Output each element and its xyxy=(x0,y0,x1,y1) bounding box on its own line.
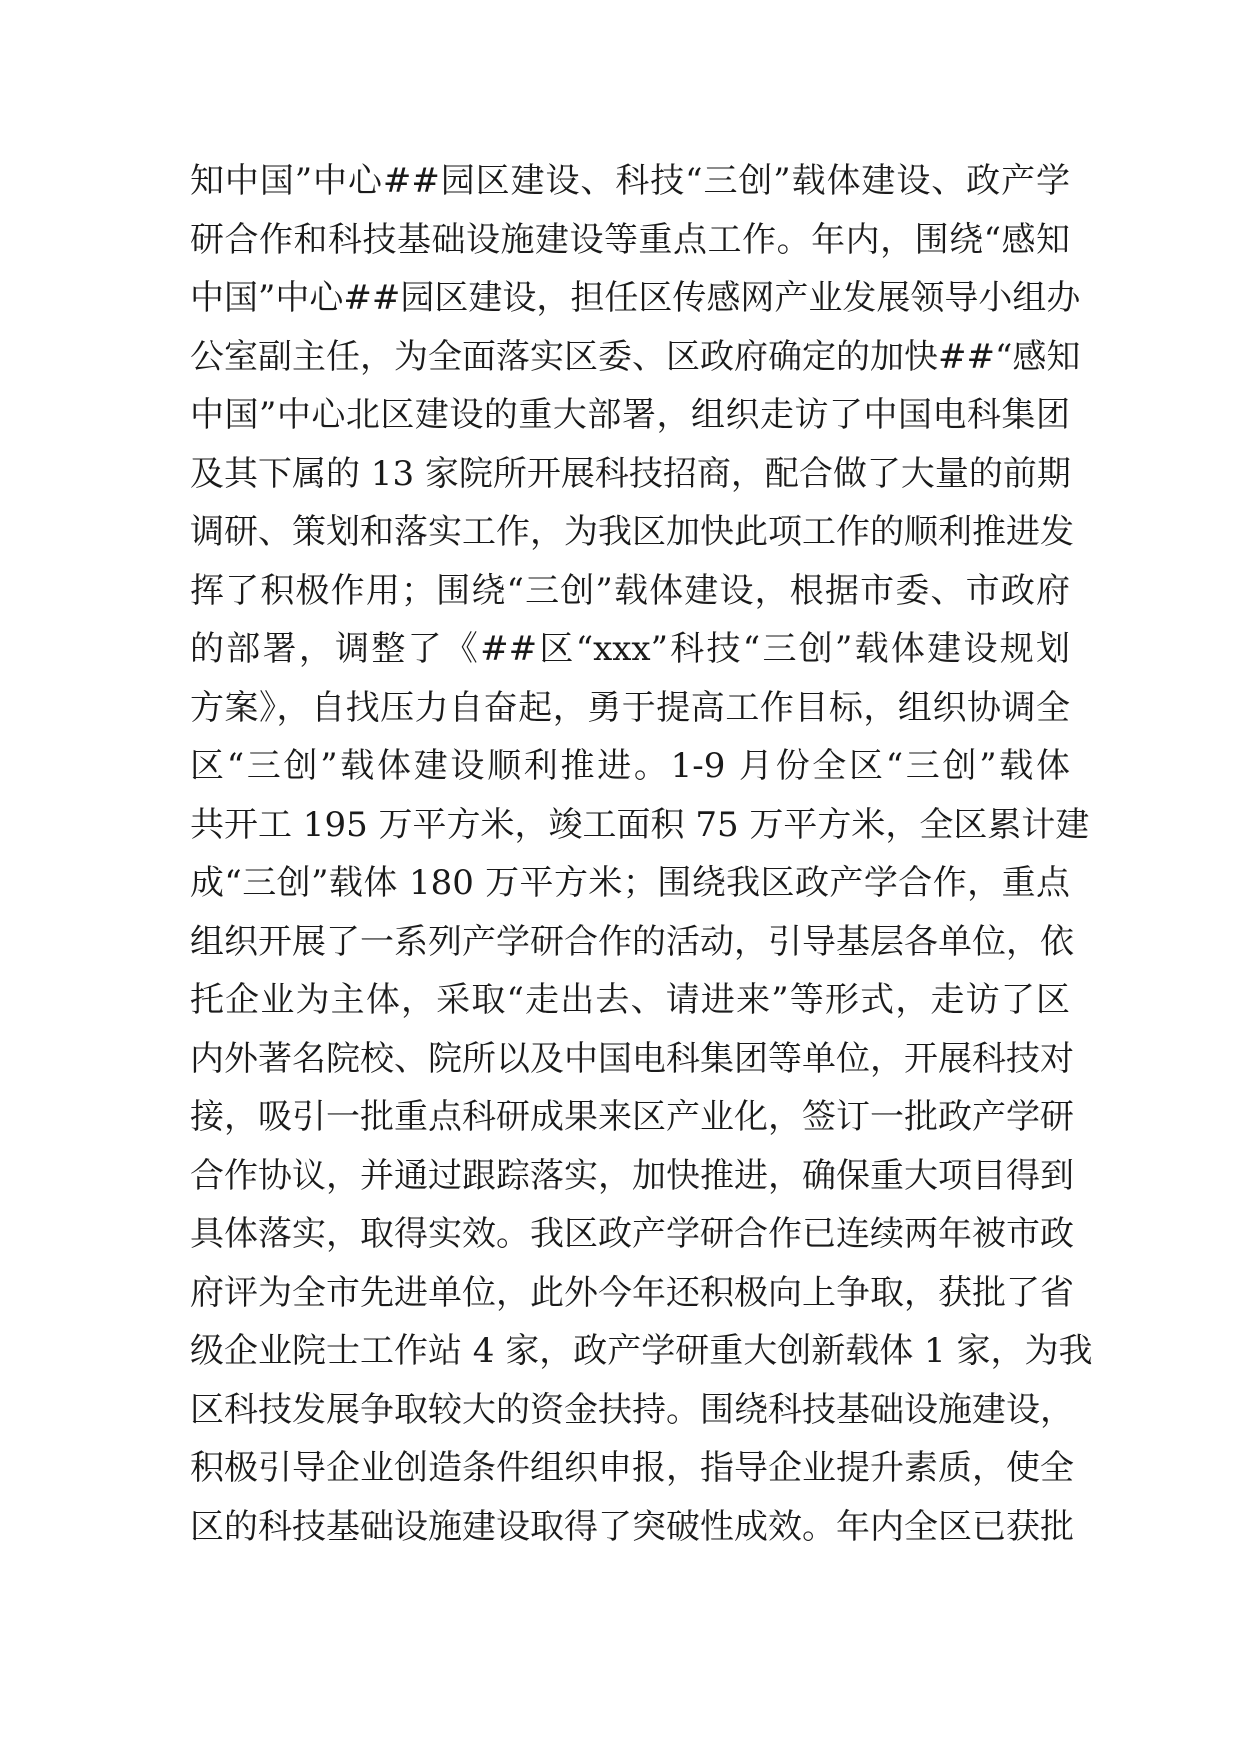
text-line: 方案》，自找压力自奋起，勇于提高工作目标，组织协调全 xyxy=(190,687,1070,728)
text-line: 具体落实，取得实效。我区政产学研合作已连续两年被市政 xyxy=(190,1214,1074,1254)
text-line: 的部署，调整了《##区“xxx”科技“三创”载体建设规划 xyxy=(190,629,1070,669)
text-line: 内外著名院校、院所以及中国电科集团等单位，开展科技对 xyxy=(190,1038,1074,1079)
text-line: 知中国”中心##园区建设、科技“三创”载体建设、政产学 xyxy=(190,161,1070,201)
text-line: 区的科技基础设施建设取得了突破性成效。年内全区已获批 xyxy=(190,1506,1074,1547)
text-line: 接，吸引一批重点科研成果来区产业化，签订一批政产学研 xyxy=(190,1097,1074,1137)
text-line: 区科技发展争取较大的资金扶持。围绕科技基础设施建设， xyxy=(190,1389,1074,1430)
text-line: 中国”中心北区建设的重大部署，组织走访了中国电科集团 xyxy=(190,395,1070,435)
text-line: 研合作和科技基础设施建设等重点工作。年内，围绕“感知 xyxy=(190,219,1070,260)
text-line: 级企业院士工作站 4 家，政产学研重大创新载体 1 家，为我 xyxy=(190,1331,1093,1371)
text-line: 积极引导企业创造条件组织申报，指导企业提升素质，使全 xyxy=(190,1448,1074,1488)
text-line: 合作协议，并通过跟踪落实，加快推进，确保重大项目得到 xyxy=(190,1155,1074,1196)
text-line: 成“三创”载体 180 万平方米；围绕我区政产学合作，重点 xyxy=(190,863,1070,903)
text-line: 挥了积极作用；围绕“三创”载体建设，根据市委、市政府 xyxy=(190,570,1070,611)
text-line: 府评为全市先进单位，此外今年还积极向上争取，获批了省 xyxy=(190,1272,1074,1313)
text-line: 托企业为主体，采取“走出去、请进来”等形式，走访了区 xyxy=(190,980,1070,1020)
text-line: 调研、策划和落实工作，为我区加快此项工作的顺利推进发 xyxy=(190,512,1074,552)
text-line: 组织开展了一系列产学研合作的活动，引导基层各单位，依 xyxy=(190,921,1074,962)
text-line: 公室副主任，为全面落实区委、区政府确定的加快##“感知 xyxy=(190,336,1081,377)
body-text xyxy=(190,152,1093,1556)
text-line: 区“三创”载体建设顺利推进。1-9 月份全区“三创”载体 xyxy=(190,746,1070,786)
text-line: 及其下属的 13 家院所开展科技招商，配合做了大量的前期 xyxy=(190,453,1071,494)
text-line: 中国”中心##园区建设，担任区传感网产业发展领导小组办 xyxy=(190,278,1081,318)
text-line: 共开工 195 万平方米，竣工面积 75 万平方米，全区累计建 xyxy=(190,804,1090,845)
